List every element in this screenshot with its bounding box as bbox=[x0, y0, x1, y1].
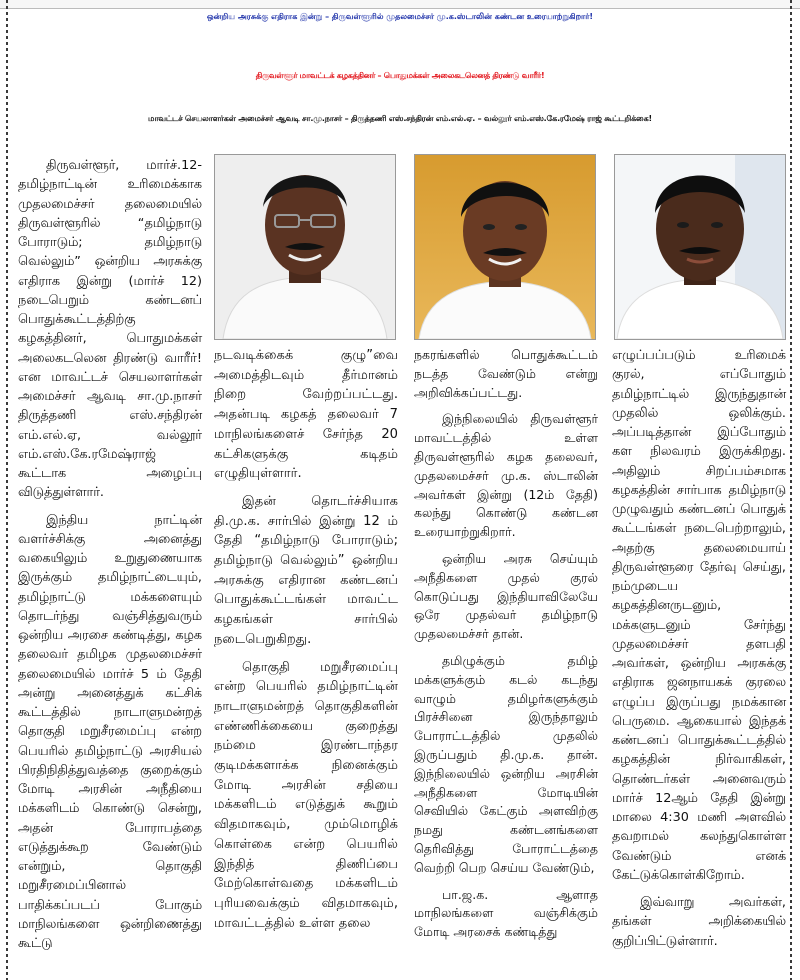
column-3-paragraph: நகரங்களில் பொதுக்கூட்டம் நடத்த வேண்டும் என்று அறிவிக்கப்பட்டது. bbox=[414, 347, 598, 400]
photo-person-3 bbox=[614, 154, 786, 340]
column-2-paragraph: தொகுதி மறுசீரமைப்பு என்ற பெயரில் தமிழ்நாட்டின் நாடாளுமன்றத் தொகுதிகளின் எண்ணிக்கையை குறைத்து நம்மை இரண்டாந்தர குடிமக்களாக்க நினைக்கும் மோடி அரசின் சதியை மக்களிடம் எடுத்துக் கூறும் விதமாகவும், மும்மொழிக் கொள்கை என்ற பெயரில் இந்தித் திணிப்பை மேற்கொள்வதை மக்களிடம் புரியவைக்கும் விதமாகவும், மாவட்டத்தில் உள்ள தலை bbox=[214, 659, 398, 931]
column-3-paragraph: தமிழுக்கும் தமிழ் மக்களுக்கும் கடல் கடந்து வாழும் தமிழர்களுக்கும் பிரச்சினை இருந்தாலும் போராட்டத்தில் முதலில் இருப்பதும் தி.மு.க. தான். இந்நிலையில் ஒன்றிய அரசின் அநீதிகளை மோடியின் செவியில் கேட்கும் அளவிற்கு நமது கண்டனங்களை தெரிவித்து போராட்டத்தை வெற்றி பெற செய்ய வேண்டும், bbox=[414, 652, 598, 875]
column-3-paragraph: ஒன்றிய அரசு செய்யும் அநீதிகளை முதல் குரல் கொடுப்பது இந்தியாவிலேயே ஒரே முதல்வர் தமிழ்நாடு முதலமைச்சர் தான். bbox=[414, 550, 598, 642]
column-2-paragraph: இதன் தொடர்ச்சியாக தி.மு.க. சார்பில் இன்று 12 ம் தேதி “தமிழ்நாடு போராடும்; தமிழ்நாடு வெல்லும்” ஒன்றிய அரசுக்கு எதிரான கண்டனப் பொதுக்கூட்டங்கள் மாவட்ட கழகங்கள் சார்பில் நடைபெறுகிறது. bbox=[214, 493, 398, 647]
article-column-4 bbox=[612, 346, 786, 959]
article-column-3 bbox=[414, 346, 598, 950]
column-1-paragraph: இந்திய நாட்டின் வளர்ச்சிக்கு அனைத்து வகையிலும் உறுதுணையாக இருக்கும் தமிழ்நாட்டையும், தமிழ்நாட்டு மக்களையும் தொடர்ந்து வஞ்சித்துவரும் ஒன்றிய அரசை கண்டித்து, கழக தலைவர் தமிழக முதலமைச்சர் தலைமையில் மார்ச் 5 ம் தேதி அன்று அனைத்துக் கட்சிக் கூட்டத்தில் நாடாளுமன்றத் தொகுதி மறுசீரமைப்பு என்ற பெயரில் தமிழ்நாட்டு அரசியல் பிரதிநிதித்துவத்தை குறைக்கும் மோடி அரசின் அநீதியை மக்களிடம் கொண்டு சென்று, அதன் போராபத்தை எடுத்துக்கூற வேண்டும் என்றும், தொகுதி மறுசீரமைப்பினால் பாதிக்கப்படப் போகும் மாநிலங்களை ஒன்றிணைத்து கூட்டு bbox=[18, 512, 202, 951]
column-2-paragraph: நடவடிக்கைக் குழு”வை அமைத்திடவும் தீர்மானம் நிறை வேற்றப்பட்டது. அதன்படி கழகத் தலைவர் 7 மாநிலங்களைச் சேர்ந்த 20 கட்சிகளுக்கு கடிதம் எழுதியுள்ளார். bbox=[214, 348, 398, 482]
column-4-paragraph: இவ்வாறு அவர்கள், தங்கள் அறிக்கையில் குறிப்பிட்டுள்ளார். bbox=[612, 895, 786, 949]
previous-article-strip bbox=[0, 0, 800, 9]
column-3-paragraph: இந்நிலையில் திருவள்ளூர் மாவட்டத்தில் உள்ள திருவள்ளூரில் கழக தலைவர், முதலமைச்சர் மு.க. ஸ்டாலின் அவர்கள் இன்று (12ம் தேதி) கலந்து கொண்டு கண்டன உரையாற்றுகிறார். bbox=[414, 411, 598, 540]
subheadline: மாவட்டச் செயலாளர்கள் அமைச்சர் ஆவடி சா.மு.நாசர் – திருத்தணி எஸ்.சந்திரன் எம்.எல்.ஏ. – வல்லூர் எம்.எஸ்.கே.ரமேஷ் ராஜ் கூட்டறிக்கை! bbox=[148, 114, 652, 123]
column-3-paragraph: பா.ஜ.க. ஆளாத மாநிலங்களை வஞ்சிக்கும் மோடி அரசைக் கண்டித்து bbox=[414, 886, 598, 940]
column-4-paragraph: எழுப்பப்படும் உரிமைக் குரல், எப்போதும் தமிழ்நாட்டில் இருந்துதான் முதலில் ஒலிக்கும். அப்படித்தான் இப்போதும் கள நிலவரம் இருக்கிறது. அதிலும் சிறப்பம்சமாக கழகத்தின் சார்பாக தமிழ்நாடு முழுவதும் கண்டனப் பொதுக் கூட்டங்கள் நடைபெற்றாலும், அதற்கு தலைமையாய் திருவள்ளூரை தேர்வு செய்து, நம்முடைய கழகத்தினருடனும், மக்களுடனும் சேர்ந்து முதலமைச்சர் தளபதி அவர்கள், ஒன்றிய அரசுக்கு எதிராக ஜனநாயகக் குரலை எழுப்ப இருப்பது நமக்கான பெருமை. ஆகையால் இந்தக் கண்டனப் பொதுக்கூட்டத்தில் கழகத்தின் நிர்வாகிகள், தொண்டர்கள் அனைவரும் மார்ச் 12ஆம் தேதி இன்று மாலை 4:30 மணி அளவில் தவறாமல் கலந்துகொள்ள வேண்டும் எனக் கேட்டுக்கொள்கிறோம். bbox=[612, 348, 786, 883]
headline: திருவள்ளூர் மாவட்டக் கழகத்தினர் – பொதுமக்கள் அலைகடலெனத் திரண்டு வாரீர்! bbox=[255, 71, 545, 80]
column-1-paragraph: திருவள்ளூர், மார்ச்.12- தமிழ்நாட்டின் உரிமைக்காக முதலமைச்சர் தலைமையில் திருவள்ளூரில் “தமிழ்நாடு போராடும்; தமிழ்நாடு வெல்லும்” ஒன்றிய அரசுக்கு எதிராக இன்று (மார்ச் 12) நடைபெறும் கண்டனப் பொதுக்கூட்டத்திற்கு கழகத்தினர், பொதுமக்கள் அலைகடலென திரண்டு வாரீர்! என மாவட்டச் செயலாளர்கள் அமைச்சர் ஆவடி சா.மு.நாசர் திருத்தணி எஸ்.சந்திரன் எம்.எல்.ஏ, வல்லூர் எம்.எஸ்.கே.ரமேஷ்ராஜ் கூட்டாக அழைப்பு விடுத்துள்ளார். bbox=[18, 158, 202, 501]
article-column-2 bbox=[214, 346, 398, 941]
photo-person-1 bbox=[214, 154, 396, 340]
photo-person-2 bbox=[414, 154, 596, 340]
article-column-1 bbox=[18, 156, 202, 961]
left-margin-dotted-rule bbox=[6, 0, 8, 980]
kicker-line: ஒன்றிய அரசுக்கு எதிராக இன்று – திருவள்ளூரில் முதலமைச்சர் மு.க.ஸ்டாலின் கண்டன உரையாற்றுகிறார்! bbox=[206, 12, 594, 21]
right-margin-dotted-rule bbox=[790, 0, 792, 980]
